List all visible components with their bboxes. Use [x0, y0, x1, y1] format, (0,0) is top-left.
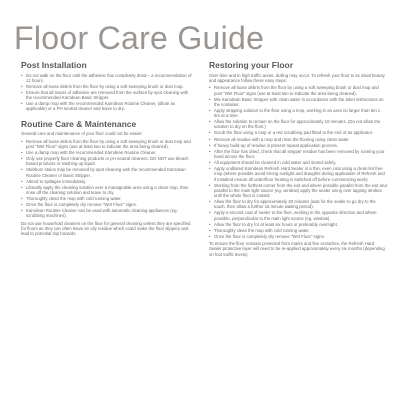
bullet-icon: •	[209, 210, 211, 216]
bullet-icon: •	[21, 196, 23, 202]
post-installation-list	[21, 73, 195, 112]
list-item-text: Remove all residue with a mop and rinse the flooring using clean water.	[214, 136, 350, 142]
list-item-text: Apply a second coat of sealer to the floor, working in the opposite direction and where possible, perpendicular to the main light source (eg. window).	[214, 210, 377, 221]
list-item	[21, 167, 195, 177]
list-item-text: Allow the floor to dry for at least six hours or preferably overnight.	[214, 221, 338, 227]
list-item-text: Apply undiluted Karndean Refresh Hard Sealer in a thin, even coat using a clean lint free mop (where possible avoid strong sunlight and draughts during application of Refresh and if installed ensure all underfloor heating is switched off before commencing work).	[214, 166, 385, 182]
list-item-text: Karndean Routine Cleaner can be used with automatic cleaning appliances (eg. scrubbing machines).	[26, 208, 178, 219]
bullet-icon: •	[209, 166, 211, 172]
bullet-icon: •	[209, 221, 211, 227]
list-item	[209, 183, 387, 199]
bullet-icon: •	[21, 202, 23, 208]
routine-care-outro: Do not use household cleaners on the floor for general cleaning unless they are specified for floors as they can often leave an oily residue which could make the floor slippery and lead to potential slip hazards.	[21, 220, 191, 237]
routine-care-list	[21, 139, 195, 219]
list-item	[21, 150, 195, 155]
list-item	[209, 143, 387, 148]
list-item-text: Scrub the floor using a mop or a red scrubbing pad fitted to the end of an applicator.	[214, 130, 374, 136]
right-column	[209, 60, 387, 259]
list-item-text: Apply stripping solution to the floor using a mop, working in an area no larger than 5m x 5m at a time.	[214, 107, 381, 119]
list-item-text: Stubborn stains may be removed by spot cleaning with the recommended Karndean Routine Cleaner or Basic Stripper.	[26, 167, 186, 178]
list-item-text: If heavy build-up of residue is present repeat application process.	[214, 142, 338, 148]
list-item	[209, 166, 387, 182]
restoring-outro: To ensure the floor remains protected from marks and fine scratches, the Refresh Hard Sealer protective layer will need to be re-applied approximately every six months (depending on foot traffic levels).	[209, 241, 385, 257]
list-item-text: Use a damp mop with the recommended Karndean Routine Cleaner.	[26, 149, 157, 155]
list-item	[21, 179, 195, 184]
list-item-text: Ensure that all traces of adhesive are removed from the surface by spot cleaning with the recommended Karndean Basic Stripper.	[26, 89, 189, 101]
list-item	[21, 208, 195, 218]
list-item-text: Thoroughly clean the mop with cold running water.	[214, 227, 310, 233]
list-item	[209, 210, 387, 220]
list-item-text: Allow the solution to remain on the floor for approximately 10 minutes. (Do not allow the solution to dry on the floor.)	[214, 119, 381, 130]
bullet-icon: •	[21, 167, 23, 173]
list-item-text: Only use properly floor cleaning products or pH neutral cleaners. DO NOT use bleach based products or washing up liquid.	[26, 156, 189, 167]
list-item-text: All equipment should be cleaned in cold water and stored safely.	[214, 160, 337, 166]
list-item-text: Remove all loose debris from the floor by using a soft sweeping brush or dust mop and post "Wet Floor" signs (use at least two to indicate the area being cleaned).	[214, 85, 379, 96]
bullet-icon: •	[209, 130, 211, 136]
list-item	[209, 234, 387, 239]
list-item	[209, 160, 387, 165]
list-item	[21, 101, 195, 111]
list-item	[209, 222, 387, 227]
bullet-icon: •	[21, 138, 23, 144]
list-item-text: Use a damp mop with the recommended Karndean Routine Cleaner, (dilute as applicable) or a PH neutral cleaner and leave to dry.	[26, 101, 176, 112]
bullet-icon: •	[209, 85, 211, 91]
bullet-icon: •	[209, 182, 211, 188]
list-item	[209, 108, 387, 118]
list-item-text: Thoroughly clean the mop with cold running water.	[26, 196, 122, 202]
list-item	[21, 139, 195, 149]
list-item-text: Remove all loose debris from the floor by using a soft sweeping brush or dust mop.	[26, 83, 184, 89]
list-item	[21, 185, 195, 195]
bullet-icon: •	[209, 160, 211, 166]
bullet-icon: •	[21, 72, 23, 78]
restoring-intro: Over time and in high traffic areas, dulling may occur. To refresh your floor to its initial beauty and appearance follow these easy steps:	[209, 72, 385, 83]
bullet-icon: •	[21, 101, 23, 107]
list-item	[21, 156, 195, 166]
restoring-list	[209, 85, 387, 239]
restoring-heading: Restoring your Floor	[209, 60, 294, 70]
list-item-text: Working from the furthest corner from the exit and where possible parallel from the exit and parallel to the main light source (eg. window) apply the sealer using over lapping strokes until the whole floor is coated.	[214, 182, 387, 199]
list-item	[209, 228, 387, 233]
routine-care-intro: General care and maintenance of your floor could not be easier:	[21, 131, 143, 137]
list-item-text: Allow the floor to dry for approximately 30 minutes (wait for the sealer to go dry to the touch, then allow a further 15 minute waiting period).	[214, 199, 376, 210]
bullet-icon: •	[21, 184, 23, 190]
list-item-text: Attend to spillages immediately.	[26, 178, 87, 184]
bullet-icon: •	[21, 208, 23, 214]
page-title: Floor Care Guide	[14, 20, 265, 56]
bullet-icon: •	[209, 227, 211, 233]
list-item	[21, 90, 195, 100]
bullet-icon: •	[21, 156, 23, 162]
routine-care-heading: Routine Care & Maintenance	[21, 118, 137, 129]
list-item	[21, 84, 195, 89]
list-item	[21, 202, 195, 207]
bullet-icon: •	[209, 148, 211, 154]
bullet-icon: •	[209, 233, 211, 239]
bullet-icon: •	[21, 83, 23, 89]
list-item-text: Do not walk on the floor until the adhesive has completely dried – a recommendation of 12 hours.	[26, 72, 192, 83]
post-installation-heading: Post Installation	[21, 60, 87, 70]
list-item	[209, 137, 387, 142]
bullet-icon: •	[209, 199, 211, 205]
list-item	[209, 149, 387, 159]
bullet-icon: •	[21, 149, 23, 155]
bullet-icon: •	[209, 136, 211, 142]
list-item-text: Mix Karndean Basic Stripper with clean water in accordance with the label instructions on the container.	[214, 96, 384, 107]
list-item-text: After the floor has dried, check that all stripper residue has been removed by running your hand across the floor.	[214, 148, 385, 159]
bullet-icon: •	[21, 178, 23, 184]
list-item	[209, 97, 387, 107]
bullet-icon: •	[209, 96, 211, 102]
left-column	[21, 60, 195, 239]
list-item	[21, 196, 195, 201]
bullet-icon: •	[209, 142, 211, 148]
list-item-text: Remove all loose debris from the floor by using a soft sweeping brush or dust mop and post "Wet Floor" signs (use at least two to indicate the area being cleaned).	[26, 138, 191, 149]
bullet-icon: •	[209, 119, 211, 125]
list-item-text: Once the floor is completely dry remove "Wet Floor" signs.	[214, 233, 325, 239]
bullet-icon: •	[209, 107, 211, 113]
list-item	[209, 85, 387, 95]
list-item	[209, 199, 387, 209]
list-item	[209, 119, 387, 129]
list-item-text: Liberally apply the cleaning solution over a manageable area using a clean mop, then rinse off the cleaning solution and leave to dry.	[26, 184, 189, 195]
bullet-icon: •	[21, 89, 23, 95]
list-item	[209, 130, 387, 135]
list-item-text: Once the floor is completely dry remove "Wet Floor" signs.	[26, 202, 137, 208]
list-item	[21, 73, 195, 83]
